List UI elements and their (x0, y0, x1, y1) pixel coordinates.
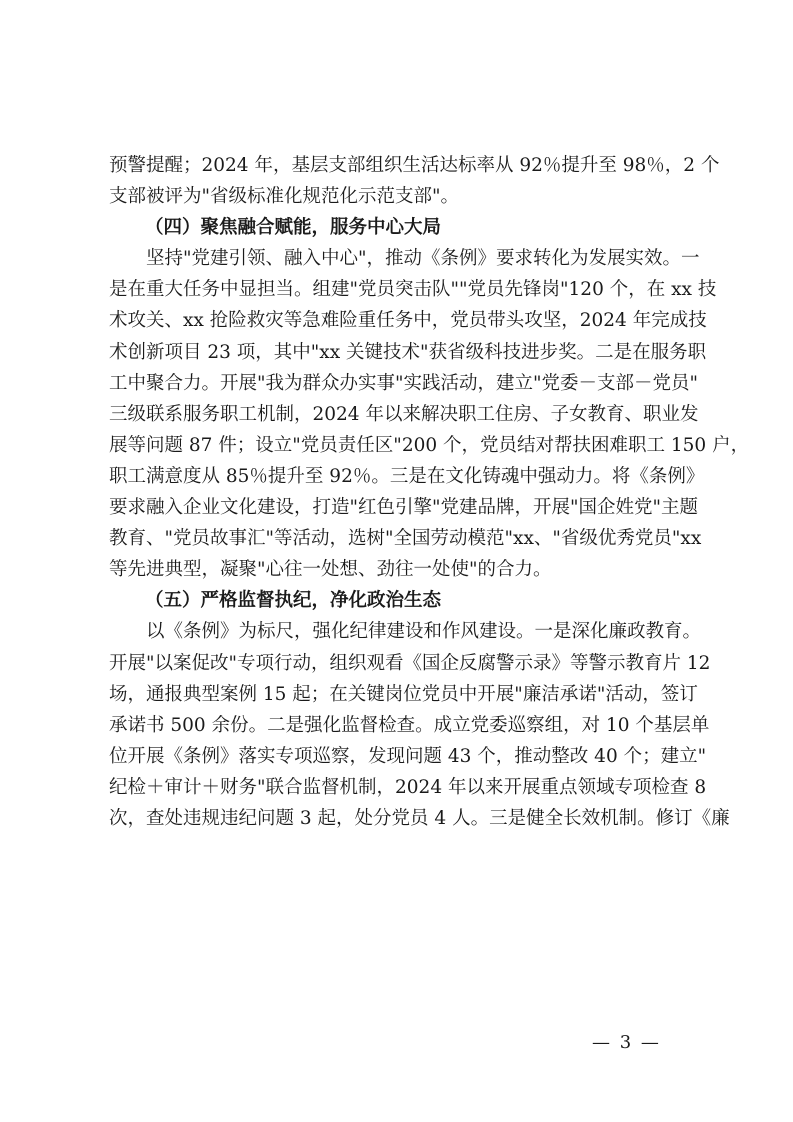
text-line: 要求融入企业文化建设，打造"红色引擎"党建品牌，开展"国企姓党"主题 (109, 497, 699, 519)
text-line: 以《条例》为标尺，强化纪律建设和作风建设。一是深化廉政教育。 (146, 621, 702, 643)
text-line: 支部被评为"省级标准化规范化示范支部"。 (109, 186, 460, 208)
text-line: 三级联系服务职工机制，2024 年以来解决职工住房、子女教育、职业发 (109, 403, 699, 425)
text-line: 开展"以案促改"专项行动，组织观看《国企反腐警示录》等警示教育片 12 (109, 652, 711, 674)
text-line: 预警提醒；2024 年，基层支部组织生活达标率从 92％提升至 98％，2 个 (109, 155, 720, 176)
text-line: 术攻关、xx 抢险救灾等急难险重任务中，党员带头攻坚，2024 年完成技 (109, 310, 707, 332)
text-line: 职工满意度从 85％提升至 92％。三是在文化铸魂中强动力。将《条例》 (109, 465, 705, 487)
text-line: 坚持"党建引领、融入中心"，推动《条例》要求转化为发展实效。一 (146, 248, 700, 270)
text-line: 展等问题 87 件；设立"党员责任区"200 个，党员结对帮扶困难职工 150 户， (109, 434, 750, 456)
text-line: 场，通报典型案例 15 起；在关键岗位党员中开展"廉洁承诺"活动，签订 (109, 683, 698, 705)
section-heading: （五）严格监督执纪，净化政治生态 (145, 590, 442, 612)
text-line: 承诺书 500 余份。二是强化监督检查。成立党委巡察组，对 10 个基层单 (109, 714, 710, 736)
text-line: 教育、"党员故事汇"等活动，选树"全国劳动模范"xx、"省级优秀党员"xx (109, 528, 702, 550)
section-heading: （四）聚焦融合赋能，服务中心大局 (145, 217, 442, 239)
page-number: — 3 — (592, 1032, 661, 1053)
text-line: 纪检＋审计＋财务"联合监督机制，2024 年以来开展重点领域专项检查 8 (109, 776, 707, 798)
text-line: 是在重大任务中显担当。组建"党员突击队""党员先锋岗"120 个，在 xx 技 (109, 279, 717, 301)
body-text (109, 150, 750, 834)
text-line: 位开展《条例》落实专项巡察，发现问题 43 个，推动整改 40 个；建立" (109, 745, 707, 767)
text-line: 等先进典型，凝聚"心往一处想、劲往一处使"的合力。 (109, 559, 552, 581)
text-line: 次，查处违规违纪问题 3 起，处分党员 4 人。三是健全长效机制。修订《廉 (109, 807, 730, 829)
text-line: 工中聚合力。开展"我为群众办实事"实践活动，建立"党委－支部－党员" (109, 372, 699, 394)
text-line: 术创新项目 23 项，其中"xx 关键技术"获省级科技进步奖。二是在服务职 (109, 341, 707, 363)
